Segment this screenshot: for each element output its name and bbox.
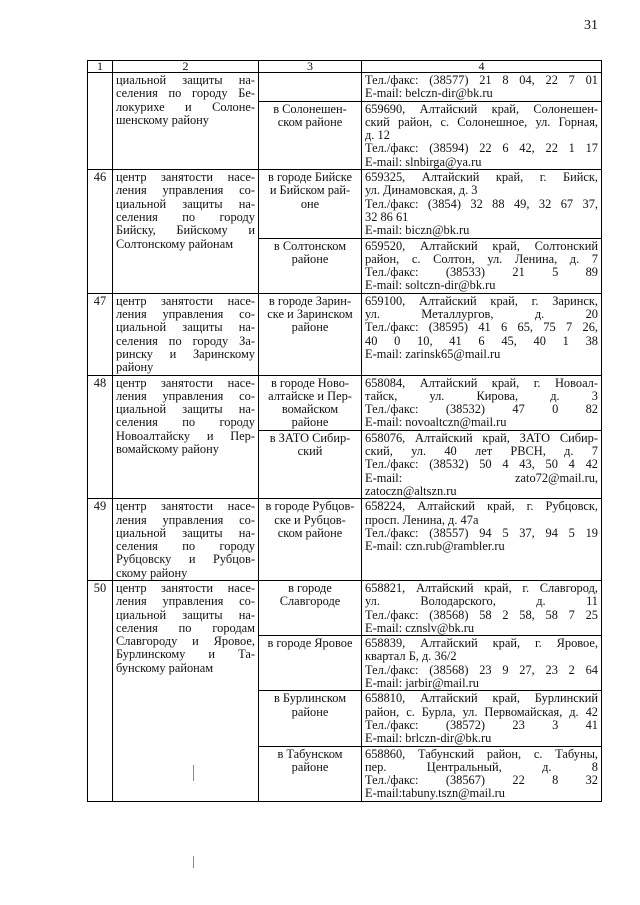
- text-line: районе: [291, 704, 329, 719]
- text-line: в городе: [288, 580, 332, 595]
- organization-cell: [113, 170, 259, 294]
- text-line: центр занятости насе-: [116, 499, 255, 514]
- text-line: 658076, Алтайский край, ЗАТО Сибир-: [365, 430, 598, 445]
- text-line: ский: [297, 444, 323, 459]
- location-cell: [259, 636, 362, 691]
- text-line: селения по городу: [116, 415, 255, 430]
- address-contacts-cell: [362, 580, 602, 635]
- text-line: 659690, Алтайский край, Солонешен-: [365, 101, 598, 116]
- column-number-3: 3: [259, 61, 362, 73]
- text-line: E-mail: cznslv@bk.ru: [365, 620, 475, 635]
- text-line: Новоалтайску и Пер-: [116, 428, 255, 443]
- address-contacts-cell: [362, 746, 602, 801]
- contacts-table-body: [88, 61, 602, 802]
- text-line: циальной защиты на-: [116, 607, 255, 622]
- text-line: Бурлинскому и Та-: [116, 647, 255, 662]
- text-line: ления управления со-: [116, 307, 255, 322]
- text-line: 659325, Алтайский край, г. Бийск,: [365, 170, 598, 185]
- address-contacts-cell: [362, 636, 602, 691]
- text-line: E-mail: soltczn-dir@bk.ru: [365, 278, 496, 293]
- row-number-cell: 47: [88, 293, 113, 375]
- text-line: циальной защиты на-: [116, 196, 255, 211]
- text-line: тайск, ул. Кирова, д. 3: [365, 388, 598, 403]
- text-line: району: [116, 360, 154, 375]
- text-line: ский район, с. Солонешное, ул. Горная,: [365, 114, 598, 129]
- text-line: селения по городу За-: [116, 333, 255, 348]
- text-line: центр занятости насе-: [116, 170, 255, 185]
- text-line: селения по городу: [116, 539, 255, 554]
- text-line: E-mail: brlczn-dir@bk.ru: [365, 731, 492, 746]
- text-line: E-mail: novoaltczn@mail.ru: [365, 415, 507, 430]
- table-row: [88, 499, 602, 581]
- address-contacts-cell: [362, 375, 602, 430]
- text-line: zatoczn@altszn.ru: [365, 483, 457, 498]
- text-line: Тел./факс: (38567) 22 8 32: [365, 773, 598, 788]
- text-line: Тел./факс: (38594) 22 6 42, 22 1 17: [365, 141, 598, 156]
- organization-cell: [113, 293, 259, 375]
- text-line: 658224, Алтайский край, г. Рубцовск,: [365, 499, 598, 514]
- address-contacts-cell: [362, 101, 602, 169]
- row-number-cell: 46: [88, 170, 113, 294]
- text-line: центр занятости насе-: [116, 580, 255, 595]
- text-line: центр занятости насе-: [116, 293, 255, 308]
- text-line: в городе Ново-: [270, 375, 350, 390]
- text-line: E-mail: czn.rub@rambler.ru: [365, 539, 505, 554]
- table-row: [88, 375, 602, 430]
- text-line: E-mail: zarinsk65@mail.ru: [365, 346, 501, 361]
- address-contacts-cell: [362, 293, 602, 375]
- text-line: Тел./факс: (3854) 32 88 49, 32 67 37,: [365, 196, 598, 211]
- address-contacts-cell: [362, 170, 602, 238]
- text-line: ском районе: [277, 114, 343, 129]
- column-number-4: 4: [362, 61, 602, 73]
- text-line: в Бурлинском: [273, 691, 347, 706]
- text-line: квартал Б, д. 36/2: [365, 649, 457, 664]
- text-line: районе: [291, 320, 329, 335]
- text-line: циальной защиты на-: [116, 525, 255, 540]
- text-line: ления управления со-: [116, 512, 255, 527]
- row-number-cell: 48: [88, 375, 113, 499]
- location-cell: [259, 101, 362, 169]
- text-line: E-mail:tabuny.tszn@mail.ru: [365, 786, 505, 801]
- text-line: скому району: [116, 565, 188, 580]
- organization-cell: [113, 499, 259, 581]
- table-row: [88, 293, 602, 375]
- text-line: E-mail: jarbir@mail.ru: [365, 676, 479, 691]
- text-line: пер. Центральный, д. 8: [365, 759, 598, 774]
- location-cell: [259, 375, 362, 430]
- text-line: д. 12: [365, 128, 390, 143]
- text-line: и Бийском рай-: [269, 183, 351, 198]
- location-cell: [259, 430, 362, 498]
- text-line: E-mail: biczn@bk.ru: [365, 223, 470, 238]
- location-cell: [259, 238, 362, 293]
- text-line: ления управления со-: [116, 388, 255, 403]
- text-line: циальной защиты на-: [116, 320, 255, 335]
- text-line: ул. Динамовская, д. 3: [365, 183, 478, 198]
- text-line: 659520, Алтайский край, Солтонский: [365, 238, 598, 253]
- text-line: селения по городам: [116, 620, 255, 635]
- address-contacts-cell: [362, 691, 602, 746]
- text-line: E-mail: slnbirga@ya.ru: [365, 154, 482, 169]
- text-line: E-mail: zato72@mail.ru,: [365, 470, 598, 485]
- text-line: ский, ул. 40 лет РВСН, д. 7: [365, 444, 598, 459]
- text-line: ул. Володарского, д. 11: [365, 594, 598, 609]
- text-line: Славгороде: [279, 594, 341, 609]
- text-line: Тел./факс: (38572) 23 3 41: [365, 717, 598, 732]
- column-number-row: [88, 61, 602, 73]
- text-line: вомайском: [281, 402, 339, 417]
- text-line: район, с. Солтон, ул. Ленина, д. 7: [365, 251, 598, 266]
- address-contacts-cell: [362, 238, 602, 293]
- text-line: циальной защиты на-: [116, 402, 255, 417]
- text-line: просп. Ленина, д. 47а: [365, 512, 479, 527]
- address-contacts-cell: [362, 499, 602, 581]
- text-line: районе: [291, 251, 329, 266]
- contacts-table: [87, 60, 602, 802]
- text-line: E-mail: belczn-dir@bk.ru: [365, 86, 493, 101]
- text-line: вомайскому району: [116, 442, 219, 457]
- text-line: Тел./факс: (38595) 41 6 65, 75 7 26,: [365, 320, 598, 335]
- address-contacts-cell: [362, 430, 602, 498]
- location-cell: [259, 580, 362, 635]
- text-line: ления управления со-: [116, 594, 255, 609]
- text-line: оне: [300, 196, 320, 211]
- text-line: Тел./факс: (38568) 58 2 58, 58 7 25: [365, 607, 598, 622]
- text-line: селения по городу: [116, 209, 255, 224]
- text-line: в Солонешен-: [273, 101, 347, 116]
- organization-cell: [113, 375, 259, 499]
- row-number-cell: [88, 73, 113, 170]
- text-line: 658821, Алтайский край, г. Славгород,: [365, 580, 598, 595]
- text-line: 658839, Алтайский край, г. Яровое,: [365, 636, 598, 651]
- table-row: [88, 73, 602, 102]
- location-cell: [259, 499, 362, 581]
- text-line: Тел./факс: (38533) 21 5 89: [365, 265, 598, 280]
- text-line: Тел./факс: (38532) 47 0 82: [365, 402, 598, 417]
- row-number-cell: 50: [88, 580, 113, 801]
- text-line: 659100, Алтайский край, г. Заринск,: [365, 293, 598, 308]
- text-line: циальной защиты на-: [116, 73, 255, 87]
- text-line: в ЗАТО Сибир-: [269, 430, 351, 445]
- text-line: центр занятости насе-: [116, 375, 255, 390]
- text-line: Тел./факс: (38577) 21 8 04, 22 7 01: [365, 73, 598, 87]
- text-line: Тел./факс: (38532) 50 4 43, 50 4 42: [365, 457, 598, 472]
- text-line: селения по городу Бе-: [116, 86, 255, 101]
- column-number-1: 1: [88, 61, 113, 73]
- location-cell: [259, 746, 362, 801]
- text-line: Тел./факс: (38568) 23 9 27, 23 2 64: [365, 662, 598, 677]
- location-cell: [259, 170, 362, 238]
- page-number: 31: [584, 18, 598, 33]
- text-line: район, с. Бурла, ул. Первомайская, д. 42: [365, 704, 598, 719]
- text-line: в городе Бийске: [268, 170, 352, 185]
- text-line: ул. Металлургов, д. 20: [365, 307, 598, 322]
- text-line: локурихе и Солоне-: [116, 99, 255, 114]
- text-line: Тел./факс: (38557) 94 5 37, 94 5 19: [365, 525, 598, 540]
- table-row: [88, 580, 602, 635]
- text-line: Славгороду и Яровое,: [116, 634, 255, 649]
- text-line: 40 0 10, 41 6 45, 40 1 38: [365, 333, 598, 348]
- text-line: шенскому району: [116, 112, 210, 127]
- text-line: ске и Рубцов-: [274, 512, 346, 527]
- text-line: в городе Зарин-: [268, 293, 352, 308]
- text-line: 658084, Алтайский край, г. Новоал-: [365, 375, 598, 390]
- column-number-2: 2: [113, 61, 259, 73]
- address-contacts-cell: [362, 73, 602, 102]
- location-cell: [259, 73, 362, 102]
- text-line: районе: [291, 759, 329, 774]
- text-line: в Солтонском: [273, 238, 347, 253]
- text-line: в Табунском: [277, 746, 343, 761]
- text-line: 658860, Табунский район, с. Табуны,: [365, 746, 598, 761]
- scan-artifact-line: [193, 856, 194, 868]
- text-line: ске и Заринском: [267, 307, 353, 322]
- text-line: в городе Яровое: [267, 636, 353, 651]
- text-line: 658810, Алтайский край, Бурлинский: [365, 691, 598, 706]
- text-line: ления управления со-: [116, 183, 255, 198]
- table-row: [88, 170, 602, 238]
- text-line: алтайске и Пер-: [268, 388, 352, 403]
- location-cell: [259, 293, 362, 375]
- text-line: 32 86 61: [365, 209, 409, 224]
- location-cell: [259, 691, 362, 746]
- text-line: Рубцовску и Рубцов-: [116, 552, 255, 567]
- text-line: в городе Рубцов-: [265, 499, 355, 514]
- organization-cell: [113, 73, 259, 170]
- organization-cell: [113, 580, 259, 801]
- text-line: районе: [291, 415, 329, 430]
- row-number-cell: 49: [88, 499, 113, 581]
- text-line: ском районе: [277, 525, 343, 540]
- scan-artifact-line: [193, 765, 194, 781]
- text-line: Солтонскому районам: [116, 236, 234, 251]
- text-line: Бийску, Бийскому и: [116, 223, 255, 238]
- text-line: ринску и Заринскому: [116, 346, 255, 361]
- text-line: бунскому районам: [116, 660, 214, 675]
